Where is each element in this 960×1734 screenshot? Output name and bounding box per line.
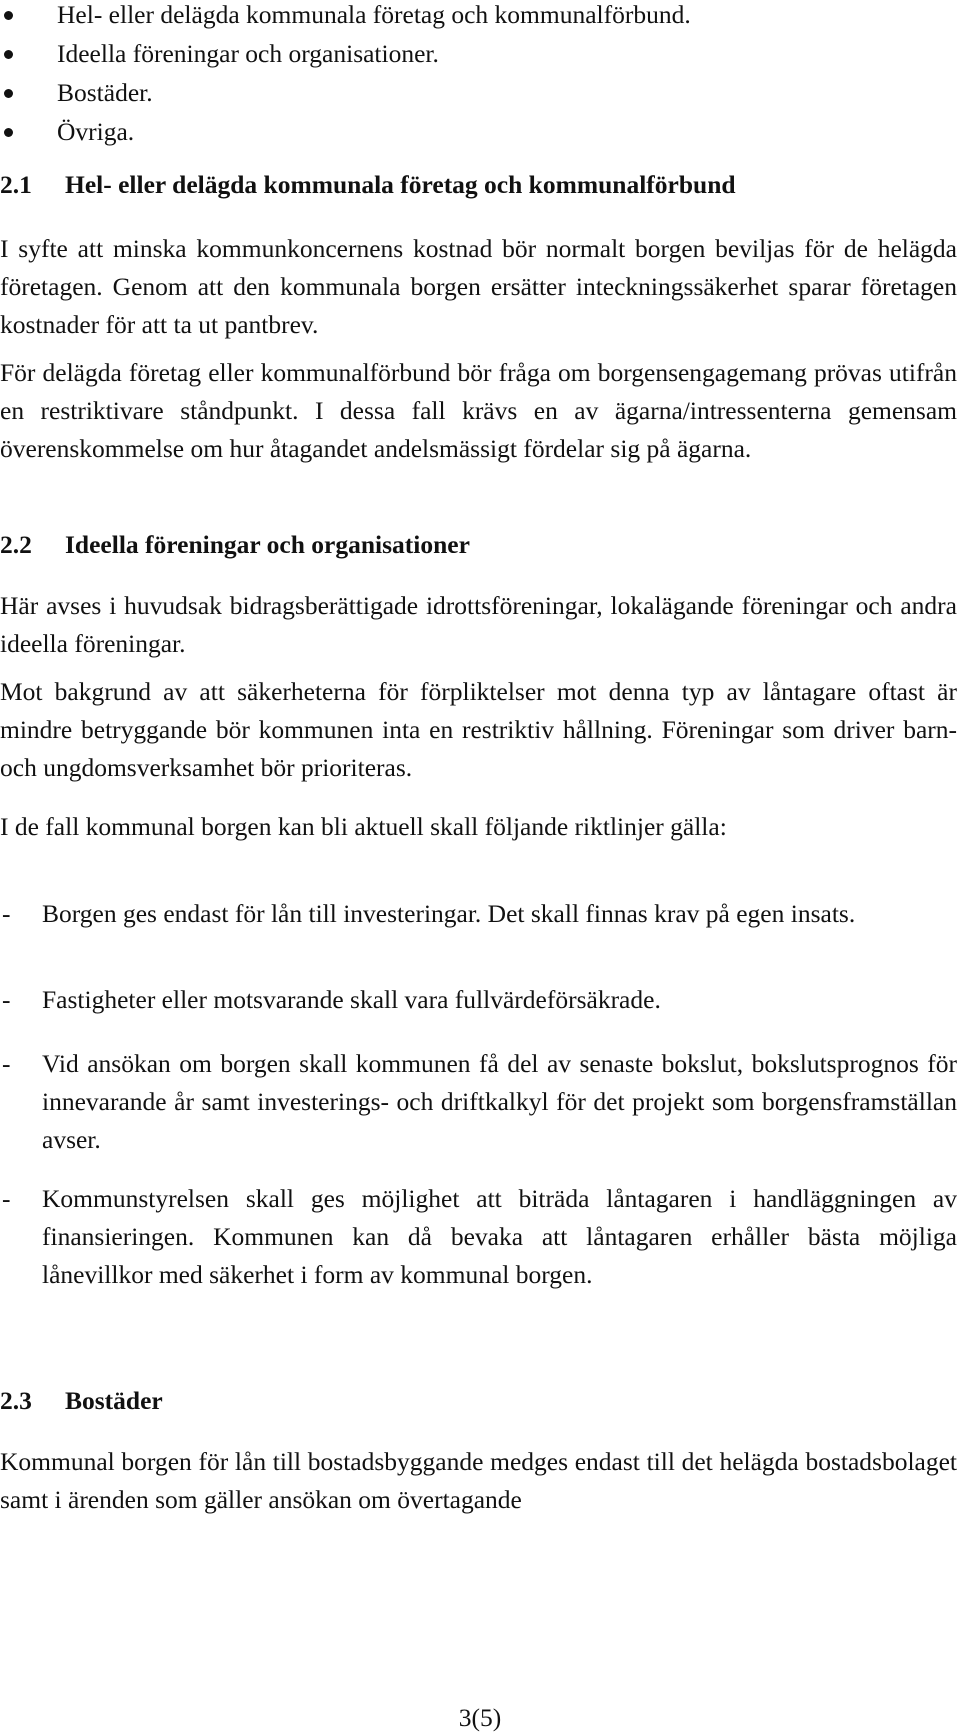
bullet-icon <box>4 89 13 98</box>
paragraph: Här avses i huvudsak bidragsberättigade idrottsföreningar, lokalägande föreningar och andra ideella föreningar. <box>0 591 957 658</box>
bullet-item <box>0 0 691 39</box>
bullet-text: Bostäder. <box>57 78 153 107</box>
section-number: 2.3 <box>0 1386 32 1415</box>
bullet-text: Övriga. <box>57 117 135 146</box>
guideline-text: Borgen ges endast för lån till investeringar. Det skall finnas krav på egen insats. <box>42 899 856 928</box>
category-bullet-list <box>0 0 691 156</box>
guideline-item <box>0 1180 957 1294</box>
list-dash: - <box>2 985 11 1014</box>
guideline-item <box>0 981 957 1019</box>
paragraph: För delägda företag eller kommunalförbund bör fråga om borgensengagemang prövas utifrån en restriktivare ståndpunkt. I dessa fall krävs en av ägarna/intressenterna gemensam överenskommelse om hur åtagandet andelsmässigt fördelar sig på ägarna. <box>0 358 957 463</box>
section-heading-2-2 <box>0 530 470 560</box>
section-title: Ideella föreningar och organisationer <box>65 530 470 559</box>
guideline-text: Vid ansökan om borgen skall kommunen få del av senaste bokslut, bokslutsprognos för innevarande år samt investerings- och driftkalkyl för det projekt som borgensframställan avser. <box>42 1049 957 1154</box>
bullet-text: Hel- eller delägda kommunala företag och kommunalförbund. <box>57 0 691 29</box>
section-heading-2-1 <box>0 170 736 200</box>
list-dash: - <box>2 1184 11 1213</box>
section-number: 2.2 <box>0 530 32 559</box>
section-number: 2.1 <box>0 170 32 199</box>
guideline-item <box>0 1045 957 1159</box>
bullet-icon <box>4 128 13 137</box>
paragraph: I syfte att minska kommunkoncernens kostnad bör normalt borgen beviljas för de helägda företagen. Genom att den kommunala borgen ersätter inteckningssäkerhet sparar företagen kostnader för att ta ut pantbrev. <box>0 234 957 339</box>
page-number: 3(5) <box>458 1703 502 1732</box>
paragraph: Kommunal borgen för lån till bostadsbyggande medges endast till det helägda bostadsbolaget samt i ärenden som gäller ansökan om övertagande <box>0 1447 957 1514</box>
guideline-item <box>0 895 957 933</box>
bullet-item <box>0 78 691 117</box>
bullet-icon <box>4 50 13 59</box>
bullet-icon <box>4 11 13 20</box>
paragraph: I de fall kommunal borgen kan bli aktuell skall följande riktlinjer gälla: <box>0 812 727 841</box>
list-dash: - <box>2 899 11 928</box>
guideline-text: Kommunstyrelsen skall ges möjlighet att biträda låntagaren i handläggningen av finansieringen. Kommunen kan då bevaka att låntagaren erhåller bästa möjliga lånevillkor med säkerhet i form av kommunal borgen. <box>42 1184 957 1289</box>
guideline-text: Fastigheter eller motsvarande skall vara fullvärdeförsäkrade. <box>42 985 661 1014</box>
section-heading-2-3 <box>0 1386 163 1416</box>
section-title: Bostäder <box>65 1386 163 1415</box>
bullet-text: Ideella föreningar och organisationer. <box>57 39 439 68</box>
list-dash: - <box>2 1049 11 1078</box>
bullet-item <box>0 39 691 78</box>
bullet-item <box>0 117 691 156</box>
section-title: Hel- eller delägda kommunala företag och kommunalförbund <box>65 170 736 199</box>
paragraph: Mot bakgrund av att säkerheterna för förpliktelser mot denna typ av låntagare oftast är mindre betryggande bör kommunen inta en restriktiv hållning. Föreningar som driver barn- och ungdomsverksamhet bör prioriteras. <box>0 677 957 782</box>
